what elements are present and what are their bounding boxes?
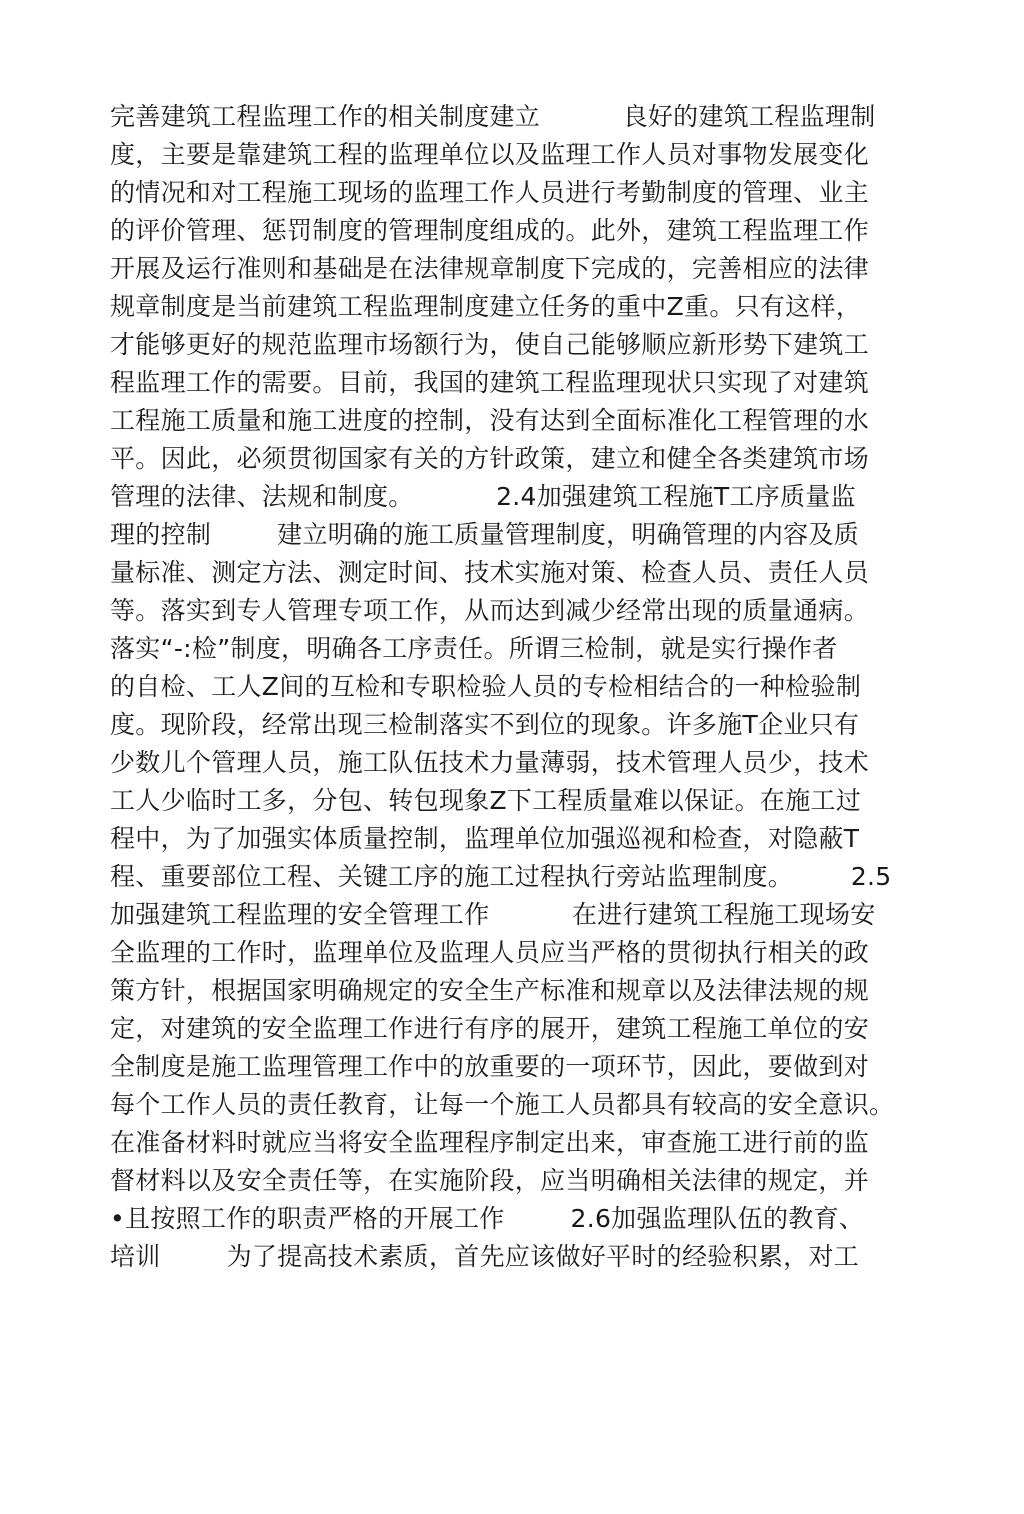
text-line: 量标准、测定方法、测定时间、技术实施对策、检查人员、责任人员 <box>110 558 870 587</box>
text-line: 开展及运行准则和基础是在法律规章制度下完成的，完善相应的法律 <box>110 254 870 283</box>
text-line: 平。因此，必须贯彻国家有关的方针政策，建立和健全各类建筑市场 <box>110 444 870 473</box>
text-line: 培训 为了提高技术素质，首先应该做好平时的经验积累，对工 <box>110 1242 860 1271</box>
text-line: 程、重要部位工程、关键工序的施工过程执行旁站监理制度。 2.5 <box>110 862 892 891</box>
text-line: 理的控制 建立明确的施工质量管理制度，明确管理的内容及质 <box>110 520 860 549</box>
text-line: 落实“-:检”制度，明确各工序责任。所谓三检制，就是实行操作者 <box>110 634 838 663</box>
text-line: •且按照工作的职责严格的开展工作 2.6加强监理队伍的教育、 <box>110 1204 865 1233</box>
text-line: 管理的法律、法规和制度。 2.4加强建筑工程施T工序质量监 <box>110 482 856 511</box>
text-line: 督材料以及安全责任等，在实施阶段，应当明确相关法律的规定，并 <box>110 1166 870 1195</box>
text-line: 每个工作人员的责任教育，让每一个施工人员都具有较高的安全意识。 <box>110 1090 895 1119</box>
text-line: 工程施工质量和施工进度的控制，没有达到全面标准化工程管理的水 <box>110 406 870 435</box>
text-line: 少数儿个管理人员，施工队伍技术力量薄弱，技术管理人员少，技术 <box>110 748 870 777</box>
text-line: 完善建筑工程监理工作的相关制度建立 良好的建筑工程监理制 <box>110 102 876 131</box>
text-line: 的评价管理、惩罚制度的管理制度组成的。此外，建筑工程监理工作 <box>110 216 870 245</box>
text-line: 度，主要是靠建筑工程的监理单位以及监理工作人员对事物发展变化 <box>110 140 870 169</box>
text-line: 全监理的工作时，监理单位及监理人员应当严格的贯彻执行相关的政 <box>110 938 870 967</box>
text-line: 的情况和对工程施工现场的监理工作人员进行考勤制度的管理、业主 <box>110 178 870 207</box>
text-line: 全制度是施工监理管理工作中的放重要的一项环节，因此，要做到对 <box>110 1052 870 1081</box>
text-line: 在准备材料时就应当将安全监理程序制定出来，审查施工进行前的监 <box>110 1128 870 1157</box>
text-line: 等。落实到专人管理专项工作，从而达到减少经常出现的质量通病。 <box>110 596 870 625</box>
text-line: 工人少临时工多，分包、转包现象Z下工程质量难以保证。在施工过 <box>110 786 862 815</box>
text-line: 规章制度是当前建筑工程监理制度建立任务的重中Z重。只有这样， <box>110 292 862 321</box>
text-line: 才能够更好的规范监理市场额行为，使自己能够顺应新形势下建筑工 <box>110 330 870 359</box>
text-line: 度。现阶段，经常出现三检制落实不到位的现象。许多施T企业只有 <box>110 710 860 739</box>
text-line: 策方针，根据国家明确规定的安全生产标准和规章以及法律法规的规 <box>110 976 870 1005</box>
text-line: 的自检、工人Z间的互检和专职检验人员的专检相结合的一种检验制 <box>110 672 862 701</box>
text-line: 加强建筑工程监理的安全管理工作 在进行建筑工程施工现场安 <box>110 900 876 929</box>
text-line: 程中，为了加强实体质量控制，监理单位加强巡视和检查，对隐蔽T <box>110 824 860 853</box>
text-line: 程监理工作的需要。目前，我国的建筑工程监理现状只实现了对建筑 <box>110 368 870 397</box>
text-line: 定，对建筑的安全监理工作进行有序的展开，建筑工程施工单位的安 <box>110 1014 870 1043</box>
